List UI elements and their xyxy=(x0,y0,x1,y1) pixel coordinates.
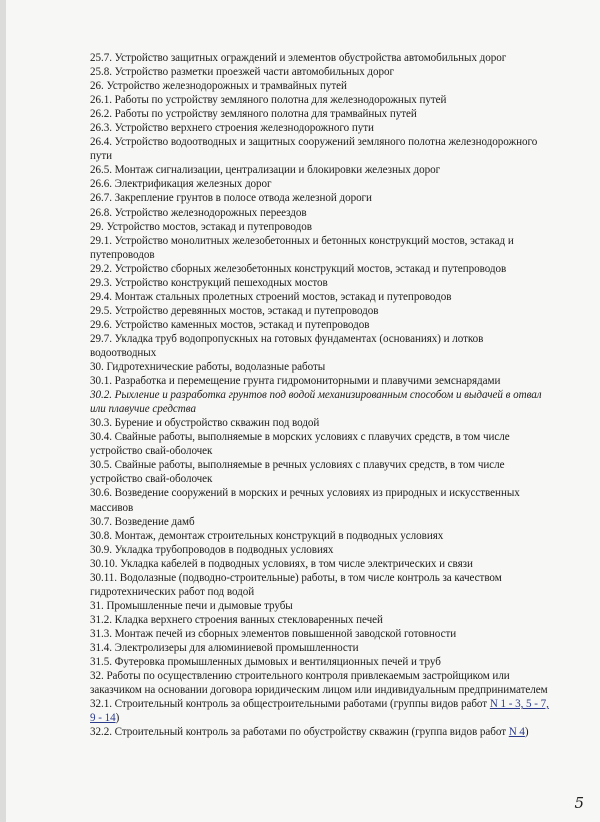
list-item: 30.6. Возведение сооружений в морских и речных условиях из природных и искусственных массивов xyxy=(90,487,520,514)
list-item-suffix: ) xyxy=(115,712,120,725)
list-item: 29.5. Устройство деревянных мостов, эстакад и путепроводов xyxy=(90,304,379,317)
list-item-suffix: ) xyxy=(524,726,529,739)
list-item: 30.4. Свайные работы, выполняемые в морских условиях с плавучих средств, в том числе устройство свай-оболочек xyxy=(90,431,510,458)
list-item: 30.8. Монтаж, демонтаж строительных конструкций в подводных условиях xyxy=(90,529,444,542)
list-item-32-1 xyxy=(90,697,550,725)
list-item: 30.2. Рыхление и разработка грунтов под водой механизированным способом и выдачей в отвал или плавучие средства xyxy=(90,389,542,416)
work-types-list xyxy=(90,51,550,739)
work-group-link[interactable]: N 4 xyxy=(508,726,525,739)
list-item: 26.2. Работы по устройству земляного полотна для трамвайных путей xyxy=(90,108,417,121)
list-item-text: 32.1. Строительный контроль за общестроительными работами (группы видов работ xyxy=(90,698,490,711)
list-item: 30.9. Укладка трубопроводов в подводных условиях xyxy=(90,543,334,556)
list-item: 31.2. Кладка верхнего строения ванных стекловаренных печей xyxy=(90,613,383,626)
work-group-link[interactable]: N 1 - 3, 5 - 7, 9 - 14 xyxy=(90,698,549,725)
list-item: 30.10. Укладка кабелей в подводных условиях, в том числе электрических и связи xyxy=(90,557,473,570)
list-item: 26.3. Устройство верхнего строения железнодорожного пути xyxy=(90,122,374,135)
list-item: 29.1. Устройство монолитных железобетонных и бетонных конструкций мостов, эстакад и путепроводов xyxy=(90,234,514,261)
list-item: 29. Устройство мостов, эстакад и путепроводов xyxy=(90,220,312,233)
list-item: 32. Работы по осуществлению строительного контроля привлекаемым застройщиком или заказчиком на основании договора юридическим лицом или индивидуальным предпринимателем xyxy=(90,670,548,697)
list-item: 26.5. Монтаж сигнализации, централизации и блокировки железных дорог xyxy=(90,164,441,177)
scan-edge-shadow xyxy=(0,0,6,822)
list-item: 29.7. Укладка труб водопропускных на готовых фундаментах (основаниях) и лотков водоотводных xyxy=(90,332,484,359)
list-item-text: 32.2. Строительный контроль за работами по обустройству скважин (группа видов работ xyxy=(90,726,509,739)
list-item: 25.8. Устройство разметки проезжей части автомобильных дорог xyxy=(90,66,395,79)
list-item: 31. Промышленные печи и дымовые трубы xyxy=(90,599,293,612)
list-item: 26. Устройство железнодорожных и трамвайных путей xyxy=(90,80,347,93)
list-item: 26.1. Работы по устройству земляного полотна для железнодорожных путей xyxy=(90,94,447,107)
list-item-32-2 xyxy=(90,725,550,739)
list-item: 26.4. Устройство водоотводных и защитных сооружений земляного полотна железнодорожного пути xyxy=(90,136,538,163)
list-item: 26.7. Закрепление грунтов в полосе отвода железной дороги xyxy=(90,192,372,205)
list-item: 31.5. Футеровка промышленных дымовых и вентиляционных печей и труб xyxy=(90,656,441,669)
list-item: 31.3. Монтаж печей из сборных элементов повышенной заводской готовности xyxy=(90,627,457,640)
list-item: 30.1. Разработка и перемещение грунта гидромониторными и плавучими земснарядами xyxy=(90,375,501,388)
list-item: 31.4. Электролизеры для алюминиевой промышленности xyxy=(90,641,359,654)
list-item: 29.2. Устройство сборных железобетонных конструкций мостов, эстакад и путепроводов xyxy=(90,262,507,275)
list-item: 30.7. Возведение дамб xyxy=(90,515,195,528)
list-item: 30.5. Свайные работы, выполняемые в речных условиях с плавучих средств, в том числе устройство свай-оболочек xyxy=(90,459,505,486)
list-item: 30.3. Бурение и обустройство скважин под водой xyxy=(90,417,320,430)
page-number: 5 xyxy=(574,794,584,812)
list-item: 29.6. Устройство каменных мостов, эстакад и путепроводов xyxy=(90,318,370,331)
list-item: 29.3. Устройство конструкций пешеходных мостов xyxy=(90,276,328,289)
list-item: 30.11. Водолазные (подводно-строительные) работы, в том числе контроль за качеством гидротехнических работ под водой xyxy=(90,571,502,598)
list-item: 29.4. Монтаж стальных пролетных строений мостов, эстакад и путепроводов xyxy=(90,290,452,303)
list-item: 30. Гидротехнические работы, водолазные работы xyxy=(90,361,326,374)
list-item: 26.6. Электрификация железных дорог xyxy=(90,178,272,191)
list-item: 26.8. Устройство железнодорожных переездов xyxy=(90,206,307,219)
list-item: 25.7. Устройство защитных ограждений и элементов обустройства автомобильных дорог xyxy=(90,52,507,64)
